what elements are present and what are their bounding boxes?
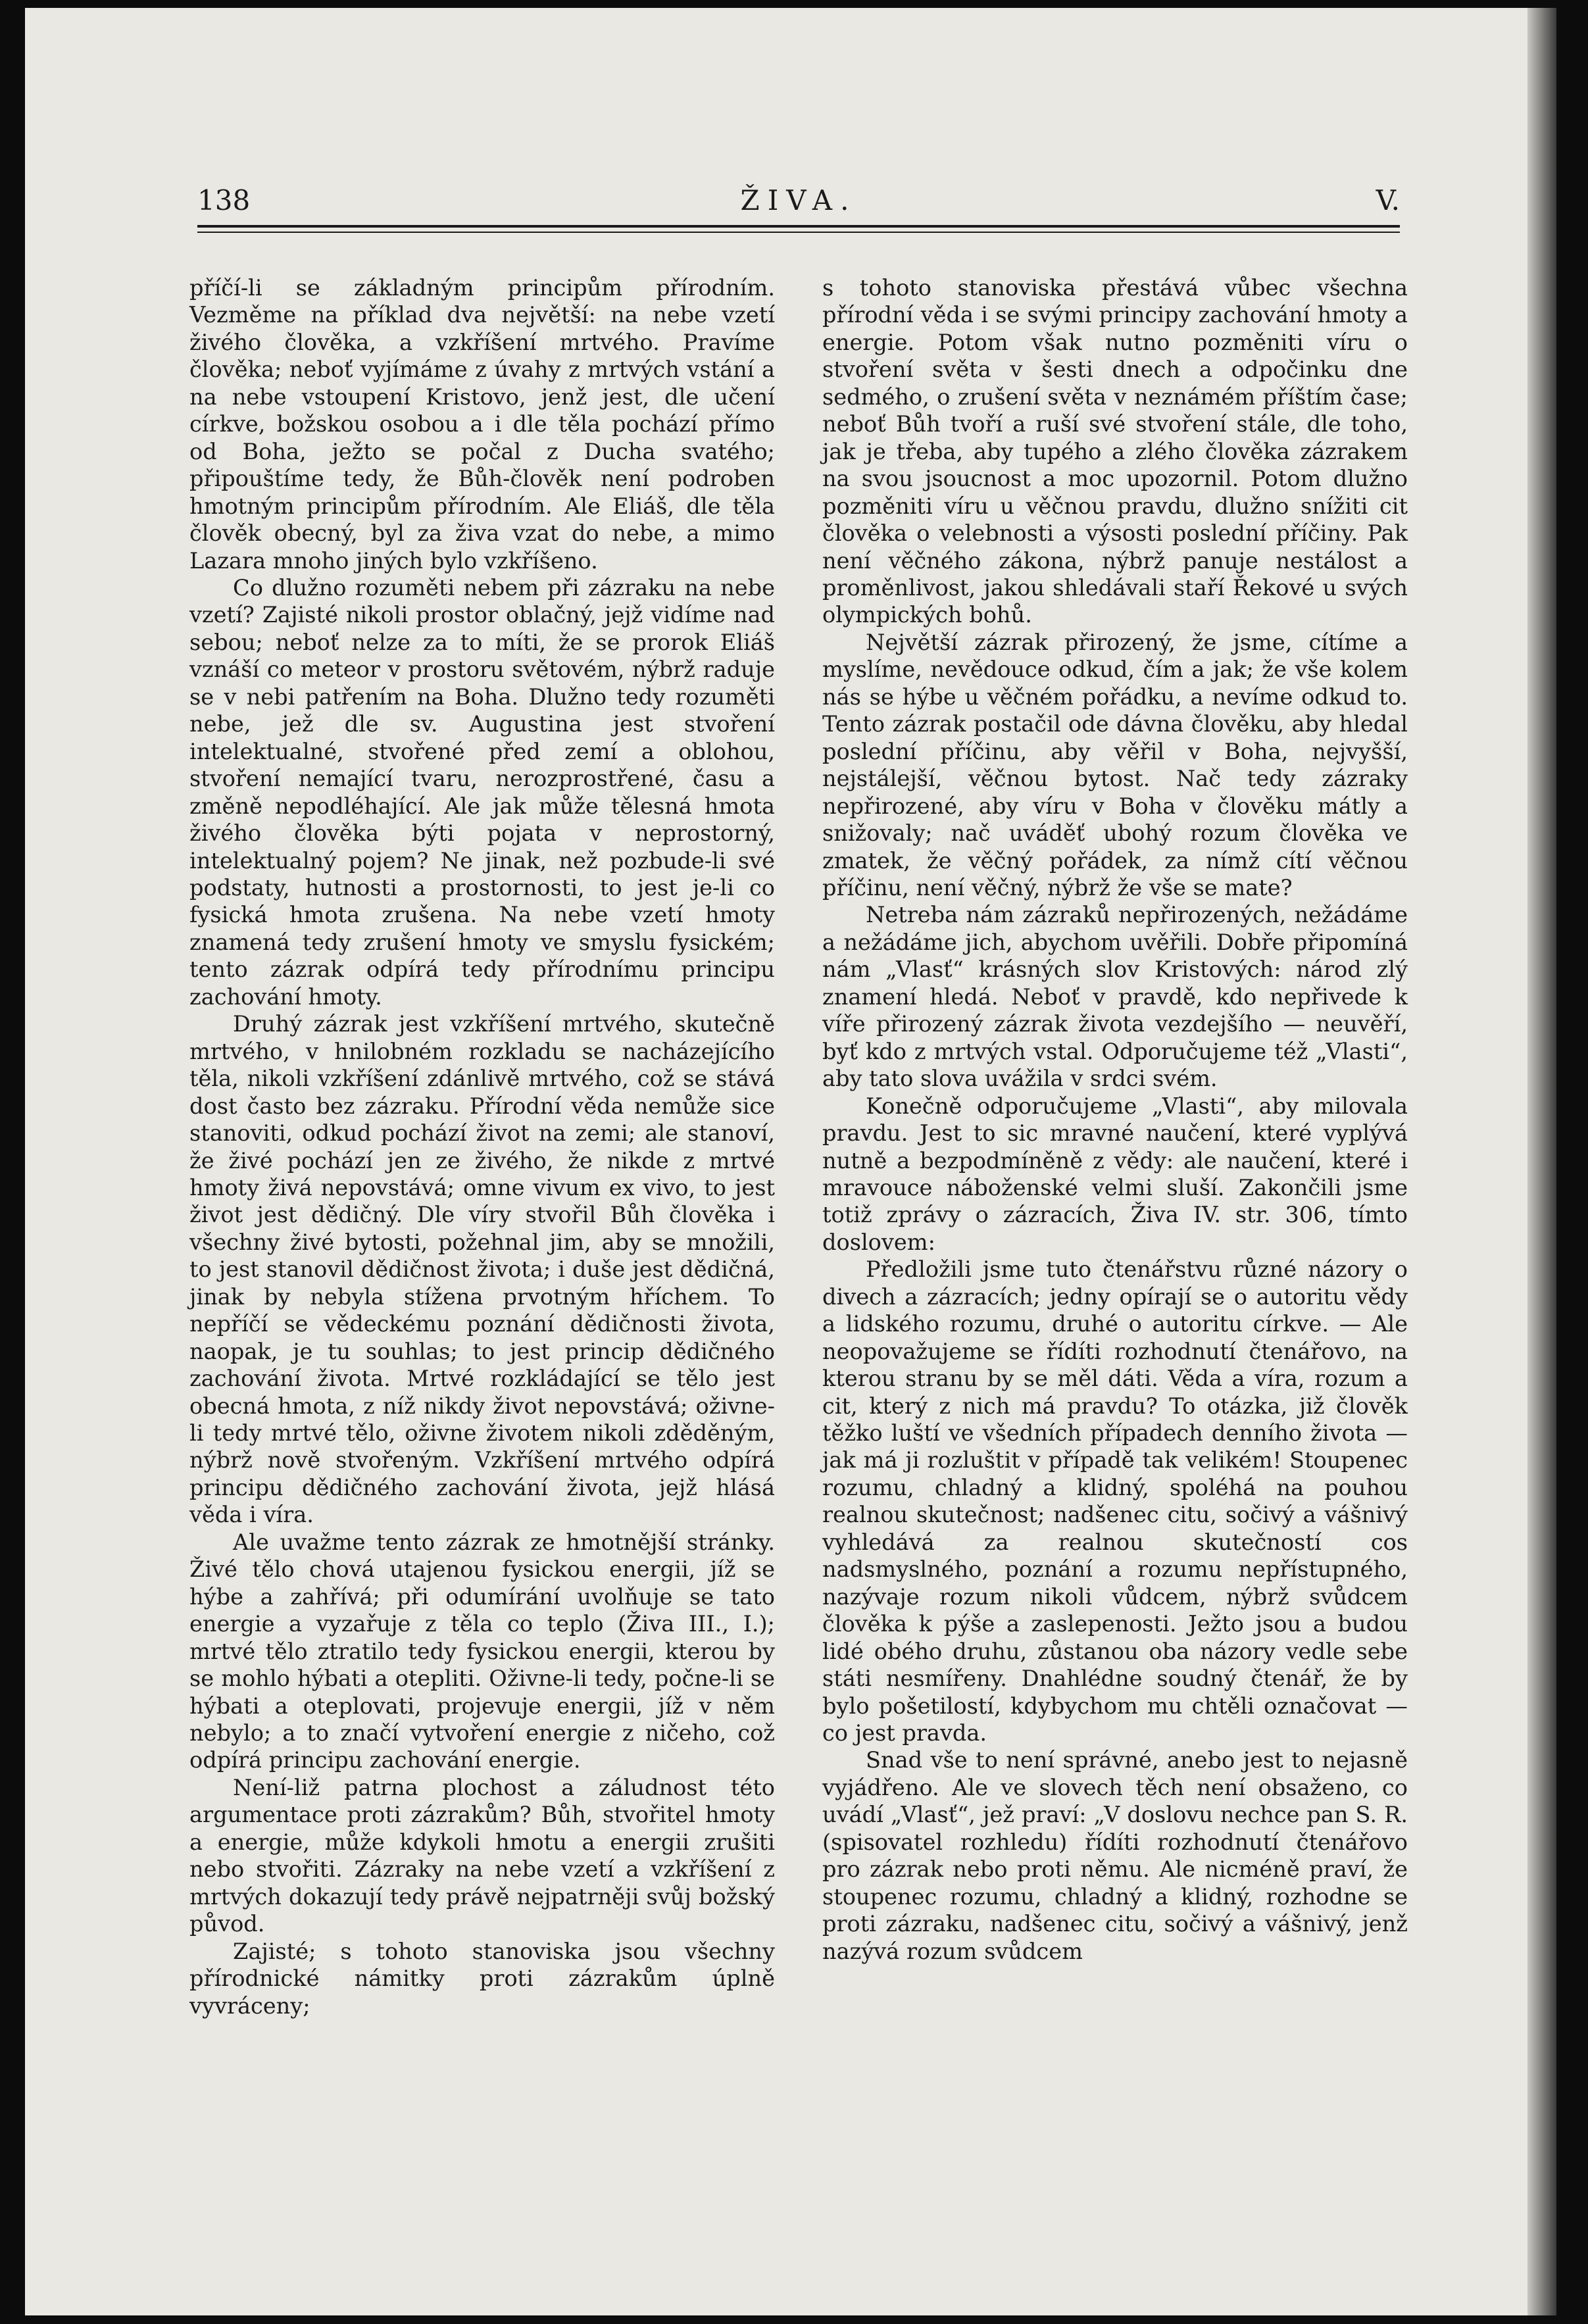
paragraph: Zajisté; s tohoto stanoviska jsou všechny přírodnické námitky proti zázrakům úplně vyvráceny; bbox=[189, 1938, 775, 2019]
paragraph: příčí-li se základným principům přírodním. Vezměme na příklad dva největší: na nebe vzetí živého člověka, a vzkříšení mrtvého. Pravíme člověka; neboť vyjímáme z úvahy z mrtvých vstání a na nebe vstoupení Kristovo, jenž jest, dle učení církve, božskou osobou a i dle těla pochází přímo od Boha, ježto se počal z Ducha svatého; připouštíme tedy, že Bůh-člověk není podroben hmotným principům přírodním. Ale Eliáš, dle těla člověk obecný, byl za živa vzat do nebe, a mimo Lazara mnoho jiných bylo vzkříšeno. bbox=[189, 275, 775, 574]
paragraph: Snad vše to není správné, anebo jest to nejasně vyjádřeno. Ale ve slovech těch není obsaženo, co uvádí „Vlasť“, jež praví: „V doslovu nechce pan S. R. (spisovatel rozhledu) řídíti rozhodnutí čtenářovo pro zázrak nebo proti němu. Ale nicméně praví, že stoupenec rozumu, chladný a klidný, rozhodne se proti zázraku, nadšenec citu, sočivý a vášnivý, jenž nazývá rozum svůdcem bbox=[822, 1747, 1408, 1964]
quoted-paragraph: Předložili jsme tuto čtenářstvu různé názory o divech a zázracích; jedny opírají se o autoritu vědy a lidského rozumu, druhé o autoritu církve. — Ale neopovažujeme se řídíti rozhodnutí čtenářovo, na kterou stranu by se měl dáti. Věda a víra, rozum a cit, který z nich má pravdu? To otázka, již člověk těžko luští ve všedních případech denního života — jak má ji rozluštit v případě tak velikém! Stoupenec rozumu, chladný a klidný, spoléhá na pouhou realnou skutečnost; nadšenec citu, sočivý a vášnivý vyhledává za realnou skutečností cos nadsmyslného, poznání a rozumu nepřístupného, nazývaje rozum nikoli vůdcem, nýbrž svůdcem člověka k pýše a zaslepenosti. Ježto jsou a budou lidé obého druhu, zůstanou oba názory vedle sebe státi nesmířeny. Dnahlédne soudný čtenář, že by bylo pošetilostí, kdybychom mu chtěli označovat — co jest pravda. bbox=[822, 1256, 1408, 1746]
page-header bbox=[197, 180, 1400, 220]
page bbox=[25, 8, 1556, 2315]
paragraph: Druhý zázrak jest vzkříšení mrtvého, skutečně mrtvého, v hnilobném rozkladu se nacházejícího těla, nikoli vzkříšení zdánlivě mrtvého, což se stává dost často bez zázraku. Přírodní věda nemůže sice stanoviti, odkud pochází život na zemi; ale stanoví, že živé pochází jen ze živého, že nikde z mrtvé hmoty živá nepovstává; omne vivum ex vivo, to jest život jest dědičný. Dle víry stvořil Bůh člověka i všechny živé bytosti, požehnal jim, aby se množili, to jest stanovil dědičnost života; i duše jest dědičná, jinak by nebyla stížena prvotným hříchem. To nepříčí se vědeckému poznání dědičnosti života, naopak, je tu souhlas; to jest princip dědičného zachování života. Mrtvé rozkládající se tělo jest obecná hmota, z níž nikdy život nepovstává; oživne-li tedy mrtvé tělo, oživne životem nikoli zděděným, nýbrž nově stvořeným. Vzkříšení mrtvého odpírá principu dědičného zachování života, jejž hlásá věda i víra. bbox=[189, 1011, 775, 1528]
scan-edge-shadow bbox=[1527, 8, 1556, 2315]
header-rule-thin bbox=[197, 232, 1400, 233]
paragraph: Konečně odporučujeme „Vlasti“, aby milovala pravdu. Jest to sic mravné naučení, které vyplývá nutně a bezpodmíněně z vědy: ale naučení, které i mravouce náboženské velmi sluší. Zakončili jsme totiž zprávy o zázracích, Živa IV. str. 306, tímto doslovem: bbox=[822, 1093, 1408, 1255]
left-column bbox=[189, 274, 775, 2019]
paragraph: Největší zázrak přirozený, že jsme, cítíme a myslíme, nevědouce odkud, čím a jak; že vše kolem nás se hýbe u věčném pořádku, a nevíme odkud to. Tento zázrak postačil ode dávna člověku, aby hledal poslední příčinu, aby věřil v Boha, nejvyšší, nejstálejší, věčnou bytost. Nač tedy zázraky nepřirozené, aby víru v Boha v člověku mátly a snižovaly; nač uváděť ubohý rozum člověka ve zmatek, že věčný pořádek, za nímž cítí věčnou příčinu, není věčný, nýbrž že vše se mate? bbox=[822, 629, 1408, 901]
paragraph: Ale uvažme tento zázrak ze hmotnější stránky. Živé tělo chová utajenou fysickou energii, jíž se hýbe a zahřívá; při odumírání uvolňuje se tato energie a vyzařuje z těla co teplo (Živa III., I.); mrtvé tělo ztratilo tedy fysickou energii, kterou by se mohlo hýbati a otepliti. Oživne-li tedy, počne-li se hýbati a oteplovati, projevuje energii, jíž v něm nebylo; a to značí vytvoření energie z ničeho, což odpírá principu zachování energie. bbox=[189, 1529, 775, 1773]
journal-title: ŽIVA. bbox=[740, 184, 857, 216]
paragraph: Není-liž patrna plochost a záludnost této argumentace proti zázrakům? Bůh, stvořitel hmoty a energie, může kdykoli hmotu a energii zrušiti nebo stvořiti. Zázraky na nebe vzetí a vzkříšení z mrtvých dokazují tedy právě nejpatrněji svůj božský původ. bbox=[189, 1774, 775, 1937]
header-rule-thick bbox=[197, 225, 1400, 228]
page-number: 138 bbox=[197, 184, 251, 216]
paragraph: Co dlužno rozuměti nebem při zázraku na nebe vzetí? Zajisté nikoli prostor oblačný, jejž vidíme nad sebou; neboť nelze za to míti, že se prorok Eliáš vznáší co meteor v prostoru světovém, nýbrž raduje se v nebi patřením na Boha. Dlužno tedy rozuměti nebe, jež dle sv. Augustina jest stvoření intelektualné, stvořené před zemí a oblohou, stvoření nemající tvaru, nerozprostřené, času a změně nepodléhající. Ale jak může tělesná hmota živého člověka býti pojata v neprostorný, intelektualný pojem? Ne jinak, než pozbude-li své podstaty, hutnosti a prostornosti, to jest je-li co fysická hmota zrušena. Na nebe vzetí hmoty znamená tedy zrušení hmoty ve smyslu fysickém; tento zázrak odpírá tedy přírodnímu principu zachování hmoty. bbox=[189, 574, 775, 1010]
paragraph: Netreba nám zázraků nepřirozených, nežádáme a nežádáme jich, abychom uvěřili. Dobře připomíná nám „Vlasť“ krásných slov Kristových: národ zlý znamení hledá. Neboť v pravdě, kdo nepřivede k víře přirozený zázrak života vezdejšího — neuvěří, byť kdo z mrtvých vstal. Odporučujeme též „Vlasti“, aby tato slova uvážila v srdci svém. bbox=[822, 902, 1408, 1092]
paragraph: s tohoto stanoviska přestává vůbec všechna přírodní věda i se svými principy zachování hmoty a energie. Potom však nutno pozměniti víru o stvoření světa v šesti dnech a odpočinku dne sedmého, o zrušení světa v neznámém příštím čase; neboť Bůh tvoří a ruší své stvoření stále, dle toho, jak je třeba, aby tupého a zlého člověka zázrakem na svou jsoucnost a moc upozornil. Potom dlužno pozměniti víru u věčnou pravdu, dlužno snížiti cit člověka o velebnosti a výsosti poslední příčiny. Pak není věčného zákona, nýbrž panuje nestálost a proměnlivost, jakou shledávali staří Řekové u svých olympických bohů. bbox=[822, 275, 1408, 628]
right-column bbox=[822, 274, 1408, 1965]
volume-number: V. bbox=[1376, 184, 1400, 216]
